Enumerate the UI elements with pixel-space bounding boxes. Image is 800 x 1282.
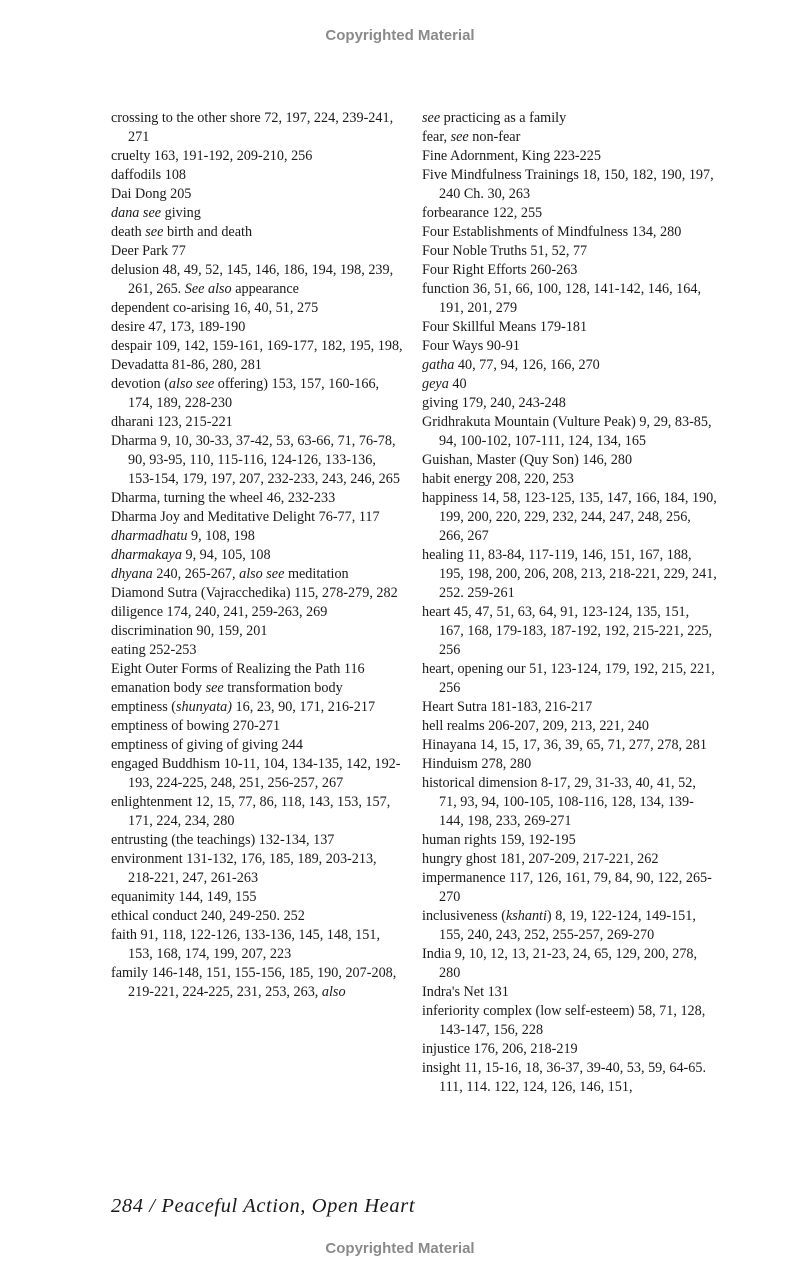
index-entry bbox=[422, 470, 717, 489]
index-entry-text: desire 47, 173, 189-190 bbox=[111, 319, 246, 335]
page-footer bbox=[111, 1195, 415, 1218]
index-entry bbox=[422, 1002, 717, 1040]
index-entry-text: dharani 123, 215-221 bbox=[111, 414, 233, 430]
index-entry bbox=[111, 660, 403, 679]
index-entry-text: Devadatta 81-86, 280, 281 bbox=[111, 357, 262, 373]
index-entry bbox=[422, 907, 717, 945]
index-entry-text: Indra's Net 131 bbox=[422, 984, 509, 1000]
index-entry-text: daffodils 108 bbox=[111, 167, 187, 183]
index-entry-text: see bbox=[205, 680, 224, 696]
index-entry-text: impermanence 117, 126, 161, 79, 84, 90, 122, 265-270 bbox=[422, 870, 712, 905]
index-entry bbox=[422, 261, 717, 280]
book-title: Peaceful Action, Open Heart bbox=[161, 1195, 416, 1217]
index-entry-text: transformation body bbox=[223, 680, 343, 696]
index-entry-text: see bbox=[422, 110, 441, 126]
index-entry bbox=[111, 299, 403, 318]
index-entry bbox=[111, 375, 403, 413]
index-entry bbox=[111, 318, 403, 337]
index-column-left bbox=[111, 109, 403, 1002]
index-entry bbox=[422, 660, 717, 698]
index-entry-text: heart, opening our 51, 123-124, 179, 192, 215, 221, 256 bbox=[422, 661, 715, 696]
index-entry-text: See also bbox=[184, 281, 232, 297]
index-entry-text: eating 252-253 bbox=[111, 642, 197, 658]
index-entry bbox=[111, 831, 403, 850]
index-entry-text: Four Right Efforts 260-263 bbox=[422, 262, 578, 278]
index-entry-text: also bbox=[321, 984, 346, 1000]
index-entry bbox=[422, 698, 717, 717]
index-entry bbox=[422, 394, 717, 413]
index-entry bbox=[111, 603, 403, 622]
index-entry bbox=[111, 527, 403, 546]
index-entry bbox=[111, 736, 403, 755]
index-entry-text: Hinayana 14, 15, 17, 36, 39, 65, 71, 277, 278, 281 bbox=[422, 737, 707, 753]
index-entry bbox=[422, 242, 717, 261]
index-entry bbox=[111, 907, 403, 926]
index-entry-text: Dai Dong 205 bbox=[111, 186, 192, 202]
index-entry-text: discrimination 90, 159, 201 bbox=[111, 623, 268, 639]
index-entry-text: delusion 48, 49, 52, 145, 146, 186, 194, 198, 239, 261, 265. bbox=[111, 262, 394, 297]
index-entry-text: Four Skillful Means 179-181 bbox=[422, 319, 588, 335]
index-entry-text: meditation bbox=[284, 566, 349, 582]
index-entry-text: dana bbox=[111, 205, 143, 221]
index-entry bbox=[111, 717, 403, 736]
index-entry-text: ethical conduct 240, 249-250. 252 bbox=[111, 908, 305, 924]
index-entry-text: ) 8, 19, 122-124, 149-151, 155, 240, 243, 252, 255-257, 269-270 bbox=[439, 908, 696, 943]
index-entry bbox=[111, 109, 403, 147]
index-entry-text: birth and death bbox=[163, 224, 253, 240]
index-entry-text: Hinduism 278, 280 bbox=[422, 756, 532, 772]
index-entry-text: see bbox=[145, 224, 164, 240]
index-entry-text: faith 91, 118, 122-126, 133-136, 145, 148, 151, 153, 168, 174, 199, 207, 223 bbox=[111, 927, 381, 962]
index-entry-text: fear, bbox=[422, 129, 451, 145]
index-entry-text: forbearance 122, 255 bbox=[422, 205, 543, 221]
index-entry bbox=[111, 147, 403, 166]
index-entry-text: Dharma, turning the wheel 46, 232-233 bbox=[111, 490, 336, 506]
index-entry-text: 40 bbox=[448, 376, 467, 392]
index-entry-text: see bbox=[142, 205, 162, 221]
index-entry-text: family 146-148, 151, 155-156, 185, 190, 207-208, 219-221, 224-225, 231, 253, 263, bbox=[111, 965, 397, 1000]
index-entry-text: emptiness of bowing 270-271 bbox=[111, 718, 281, 734]
index-entry-text: 240, 265-267, bbox=[152, 566, 240, 582]
index-entry bbox=[422, 774, 717, 831]
index-entry-text: devotion ( bbox=[111, 376, 169, 392]
index-entry bbox=[111, 166, 403, 185]
index-entry-text: despair 109, 142, 159-161, 169-177, 182, 195, 198, bbox=[111, 338, 403, 354]
index-entry-text: shunyata) bbox=[176, 699, 232, 715]
index-entry bbox=[422, 755, 717, 774]
index-entry-text: historical dimension 8-17, 29, 31-33, 40, 41, 52, 71, 93, 94, 100-105, 108-116, 128, 134, 139-144, 198, 233, 269-271 bbox=[422, 775, 696, 829]
index-entry bbox=[111, 641, 403, 660]
index-entry-text: see bbox=[450, 129, 469, 145]
index-entry bbox=[111, 546, 403, 565]
index-entry bbox=[111, 356, 403, 375]
index-entry bbox=[111, 242, 403, 261]
index-entry bbox=[422, 717, 717, 736]
index-entry-text: 9, 108, 198 bbox=[187, 528, 255, 544]
index-entry bbox=[111, 755, 403, 793]
index-entry bbox=[111, 793, 403, 831]
index-entry bbox=[422, 869, 717, 907]
index-entry-text: human rights 159, 192-195 bbox=[422, 832, 576, 848]
index-entry-text: Four Establishments of Mindfulness 134, 280 bbox=[422, 224, 682, 240]
index-entry-text: inferiority complex (low self-esteem) 58, 71, 128, 143-147, 156, 228 bbox=[422, 1003, 706, 1038]
index-entry bbox=[111, 337, 403, 356]
index-entry-text: 9, 94, 105, 108 bbox=[181, 547, 271, 563]
index-entry-text: India 9, 10, 12, 13, 21-23, 24, 65, 129, 200, 278, 280 bbox=[422, 946, 698, 981]
index-entry-text: also see bbox=[239, 566, 285, 582]
index-entry bbox=[111, 964, 403, 1002]
index-entry-text: Guishan, Master (Quy Son) 146, 280 bbox=[422, 452, 633, 468]
index-entry bbox=[111, 185, 403, 204]
index-entry bbox=[422, 736, 717, 755]
index-entry-text: injustice 176, 206, 218-219 bbox=[422, 1041, 578, 1057]
index-entry bbox=[111, 584, 403, 603]
index-entry-text: dhyana bbox=[111, 566, 153, 582]
page-number: 284 bbox=[111, 1195, 144, 1217]
index-entry-text: Eight Outer Forms of Realizing the Path 116 bbox=[111, 661, 365, 677]
index-entry-text: appearance bbox=[231, 281, 299, 297]
index-entry bbox=[422, 413, 717, 451]
index-entry-text: geya bbox=[422, 376, 449, 392]
index-entry bbox=[422, 945, 717, 983]
index-entry bbox=[422, 831, 717, 850]
index-entry bbox=[422, 280, 717, 318]
index-entry-text: healing 11, 83-84, 117-119, 146, 151, 167, 188, 195, 198, 200, 206, 208, 213, 218-221, 229, 241, 252. 259-261 bbox=[422, 547, 717, 601]
index-entry bbox=[111, 888, 403, 907]
index-entry bbox=[422, 204, 717, 223]
index-entry-text: insight 11, 15-16, 18, 36-37, 39-40, 53, 59, 64-65. 111, 114. 122, 124, 126, 146, 151, bbox=[422, 1060, 706, 1095]
index-entry-text: diligence 174, 240, 241, 259-263, 269 bbox=[111, 604, 328, 620]
index-entry bbox=[111, 489, 403, 508]
index-entry bbox=[111, 432, 403, 489]
index-entry-text: inclusiveness ( bbox=[422, 908, 506, 924]
index-entry bbox=[422, 603, 717, 660]
copyright-watermark-top: Copyrighted Material bbox=[325, 27, 475, 44]
index-entry-text: Diamond Sutra (Vajracchedika) 115, 278-279, 282 bbox=[111, 585, 398, 601]
index-entry bbox=[422, 546, 717, 603]
footer-separator: / bbox=[149, 1195, 156, 1217]
index-entry-text: dharmadhatu bbox=[111, 528, 188, 544]
index-entry bbox=[111, 204, 403, 223]
index-entry bbox=[422, 337, 717, 356]
index-entry-text: 16, 23, 90, 171, 216-217 bbox=[231, 699, 376, 715]
index-entry bbox=[111, 261, 403, 299]
index-entry-text: Dharma Joy and Meditative Delight 76-77, 117 bbox=[111, 509, 380, 525]
index-entry-text: Heart Sutra 181-183, 216-217 bbox=[422, 699, 593, 715]
index-entry-text: dharmakaya bbox=[111, 547, 182, 563]
index-entry-text: heart 45, 47, 51, 63, 64, 91, 123-124, 135, 151, 167, 168, 179-183, 187-192, 192, 215-221, 225, 256 bbox=[422, 604, 713, 658]
index-entry bbox=[422, 1040, 717, 1059]
index-entry-text: Deer Park 77 bbox=[111, 243, 186, 259]
copyright-watermark-bottom: Copyrighted Material bbox=[325, 1240, 475, 1257]
index-entry-text: offering) 153, 157, 160-166, 174, 189, 228-230 bbox=[128, 376, 380, 411]
index-entry-text: non-fear bbox=[468, 129, 521, 145]
index-entry bbox=[422, 356, 717, 375]
index-entry bbox=[111, 698, 403, 717]
index-entry bbox=[422, 223, 717, 242]
index-entry bbox=[422, 451, 717, 470]
index-entry-text: function 36, 51, 66, 100, 128, 141-142, 146, 164, 191, 201, 279 bbox=[422, 281, 702, 316]
index-entry-text: happiness 14, 58, 123-125, 135, 147, 166, 184, 190, 199, 200, 220, 229, 232, 244, 247, 248, 256, 266, 267 bbox=[422, 490, 717, 544]
index-entry-text: crossing to the other shore 72, 197, 224, 239-241, 271 bbox=[111, 110, 394, 145]
index-entry-text: hell realms 206-207, 209, 213, 221, 240 bbox=[422, 718, 649, 734]
index-entry-text: hungry ghost 181, 207-209, 217-221, 262 bbox=[422, 851, 659, 867]
index-entry bbox=[111, 413, 403, 432]
index-entry bbox=[111, 508, 403, 527]
index-entry bbox=[422, 489, 717, 546]
index-entry-text: emanation body bbox=[111, 680, 206, 696]
index-entry bbox=[422, 128, 717, 147]
index-entry-text: emptiness ( bbox=[111, 699, 177, 715]
index-entry-text: Four Noble Truths 51, 52, 77 bbox=[422, 243, 588, 259]
index-entry bbox=[422, 109, 717, 128]
index-entry-text: environment 131-132, 176, 185, 189, 203-213, 218-221, 247, 261-263 bbox=[111, 851, 377, 886]
index-entry-text: entrusting (the teachings) 132-134, 137 bbox=[111, 832, 335, 848]
index-entry-text: death bbox=[111, 224, 146, 240]
index-entry-text: enlightenment 12, 15, 77, 86, 118, 143, 153, 157, 171, 224, 234, 280 bbox=[111, 794, 391, 829]
index-entry-text: also see bbox=[168, 376, 215, 392]
index-entry-text: cruelty 163, 191-192, 209-210, 256 bbox=[111, 148, 313, 164]
index-entry-text: habit energy 208, 220, 253 bbox=[422, 471, 574, 487]
index-column-right bbox=[422, 109, 717, 1097]
index-entry bbox=[111, 223, 403, 242]
index-entry-text: engaged Buddhism 10-11, 104, 134-135, 142, 192-193, 224-225, 248, 251, 256-257, 267 bbox=[111, 756, 401, 791]
index-entry bbox=[422, 850, 717, 869]
index-entry-text: Gridhrakuta Mountain (Vulture Peak) 9, 29, 83-85, 94, 100-102, 107-111, 124, 134, 165 bbox=[422, 414, 712, 449]
index-entry-text: Five Mindfulness Trainings 18, 150, 182, 190, 197, 240 Ch. 30, 263 bbox=[422, 167, 714, 202]
index-entry-text: kshanti bbox=[505, 908, 547, 924]
index-entry-text: dependent co-arising 16, 40, 51, 275 bbox=[111, 300, 319, 316]
index-entry-text: giving 179, 240, 243-248 bbox=[422, 395, 566, 411]
index-entry bbox=[111, 565, 403, 584]
index-entry bbox=[111, 850, 403, 888]
index-entry bbox=[111, 679, 403, 698]
index-entry bbox=[422, 983, 717, 1002]
index-entry bbox=[422, 147, 717, 166]
index-entry-text: emptiness of giving of giving 244 bbox=[111, 737, 303, 753]
index-entry-text: giving bbox=[161, 205, 201, 221]
index-entry-text: gatha bbox=[422, 357, 455, 373]
index-entry bbox=[422, 375, 717, 394]
index-entry bbox=[111, 926, 403, 964]
index-entry-text: equanimity 144, 149, 155 bbox=[111, 889, 257, 905]
index-entry bbox=[422, 166, 717, 204]
index-entry bbox=[111, 622, 403, 641]
index-entry-text: Four Ways 90-91 bbox=[422, 338, 520, 354]
index-entry-text: practicing as a family bbox=[440, 110, 567, 126]
index-entry bbox=[422, 1059, 717, 1097]
index-entry-text: Fine Adornment, King 223-225 bbox=[422, 148, 601, 164]
index-entry bbox=[422, 318, 717, 337]
index-entry-text: Dharma 9, 10, 30-33, 37-42, 53, 63-66, 71, 76-78, 90, 93-95, 110, 115-116, 124-126, 133-136, 153-154, 179, 197, 207, 232-233, 243, 246, 265 bbox=[111, 433, 400, 487]
index-entry-text: 40, 77, 94, 126, 166, 270 bbox=[454, 357, 600, 373]
